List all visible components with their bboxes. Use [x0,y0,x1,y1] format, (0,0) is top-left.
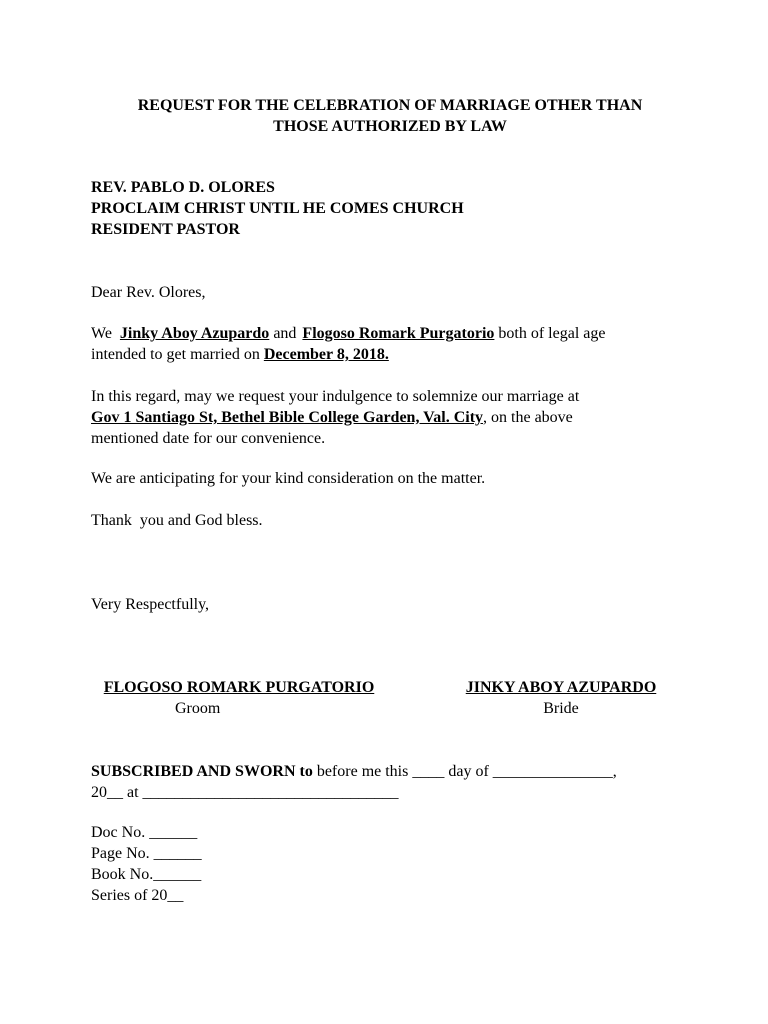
title-line-2: THOSE AUTHORIZED BY LAW [273,118,507,135]
doc-number: Doc No. ______ [91,824,198,841]
wedding-venue: Gov 1 Santiago St, Bethel Bible College Garden, Val. City [91,409,484,426]
addressee-position: RESIDENT PASTOR [91,221,240,238]
we-text: We [91,325,116,342]
paragraph-intent [91,323,691,365]
paragraph-thanks: Thank you and God bless. [91,512,263,529]
groom-role: Groom [175,700,221,717]
book-number: Book No.______ [91,866,202,883]
jurat-line-2: 20__ at ________________________________ [91,784,399,801]
addressee-block [91,177,691,240]
wedding-date: December 8, 2018. [263,346,389,363]
jurat-line-1: before me this ____ day of _______________, [312,763,617,780]
request-line-3: mentioned date for our convenience. [91,430,326,447]
venue-suffix: , on the above [483,409,573,426]
salutation: Dear Rev. Olores, [91,284,206,301]
legal-age-text: both of legal age [494,325,606,342]
document-title [60,95,720,137]
addressee-name: REV. PABLO D. OLORES [91,179,275,196]
bride-signature-block [456,677,666,719]
paragraph-anticipation: We are anticipating for your kind consideration on the matter. [91,470,486,487]
page-number: Page No. ______ [91,845,202,862]
closing: Very Respectfully, [91,596,210,613]
groom-name-inline: Flogoso Romark Purgatorio [302,325,495,342]
paragraph-request [91,386,691,449]
series-number: Series of 20__ [91,887,184,904]
and-text: and [269,325,301,342]
addressee-church: PROCLAIM CHRIST UNTIL HE COMES CHURCH [91,200,464,217]
bride-signature-name: JINKY ABOY AZUPARDO [465,679,657,696]
bride-role: Bride [543,700,579,717]
title-line-1: REQUEST FOR THE CELEBRATION OF MARRIAGE OTHER THAN [137,97,643,114]
request-line-1: In this regard, may we request your indulgence to solemnize our marriage at [91,388,580,405]
groom-signature-block [91,677,387,719]
notarial-block [91,822,691,906]
jurat [91,761,691,803]
bride-name-inline: Jinky Aboy Azupardo [119,325,270,342]
jurat-bold: SUBSCRIBED AND SWORN to [91,763,313,780]
groom-signature-name: FLOGOSO ROMARK PURGATORIO [103,679,375,696]
intent-line-2: intended to get married on [91,346,264,363]
